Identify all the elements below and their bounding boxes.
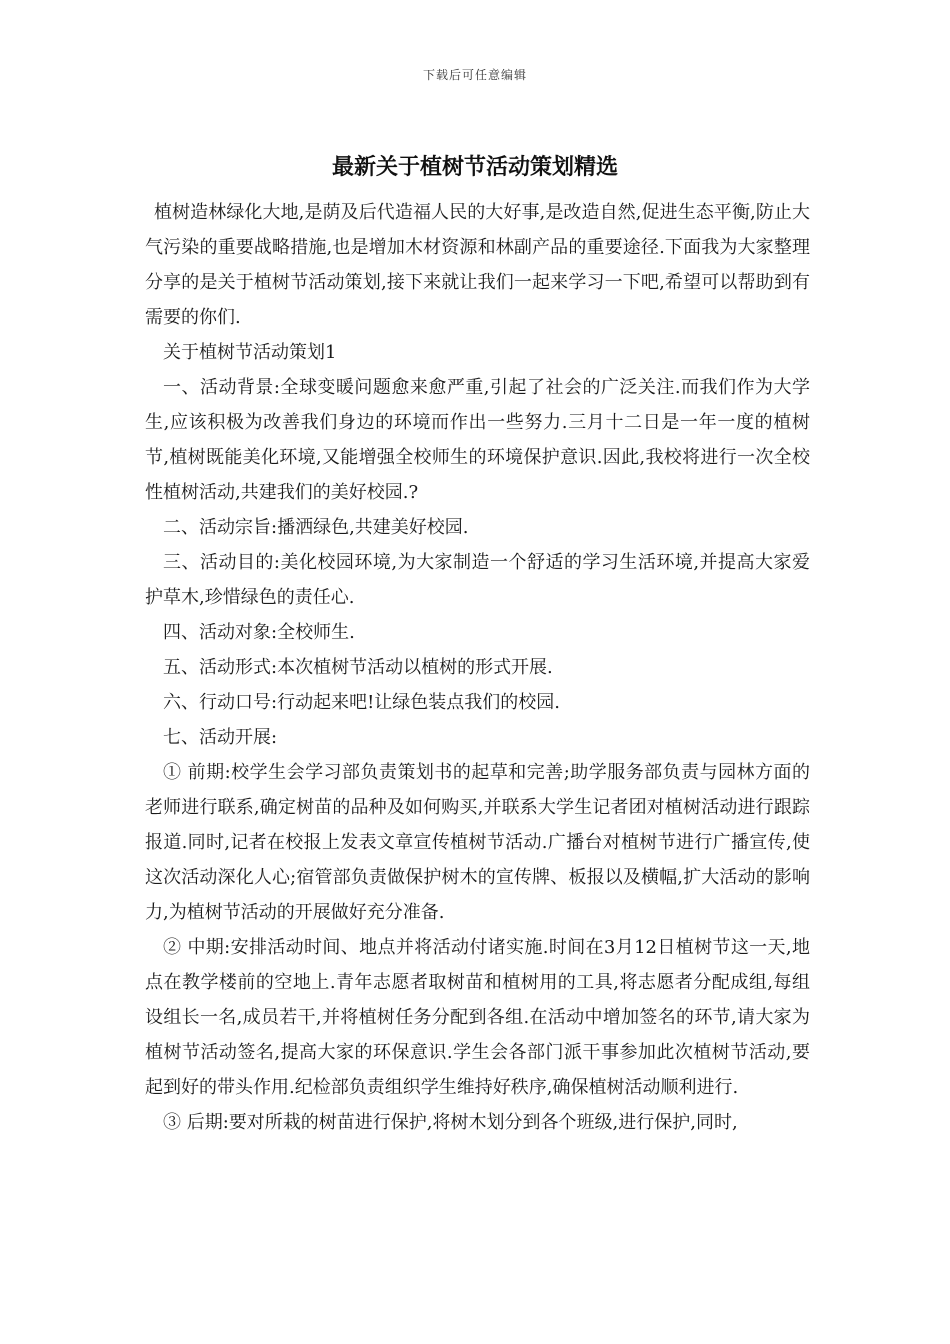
paragraph-phase-early: ① 前期:校学生会学习部负责策划书的起草和完善;助学服务部负责与园林方面的老师进行联系,确定树苗的品种及如何购买,并联系大学生记者团对植树活动进行跟踪报道.同时,记者在校报上发表文章宣传植树节活动.广播台对植树节进行广播宣传,使这次活动深化人心;宿管部负责做保护树木的宣传牌、板报以及横幅,扩大活动的影响力,为植树节活动的开展做好充分准备. <box>145 762 810 923</box>
paragraph-purpose: 二、活动宗旨:播洒绿色,共建美好校园. <box>163 517 469 538</box>
paragraph-execution: 七、活动开展: <box>163 727 278 748</box>
document-body <box>145 195 810 1140</box>
header-note: 下载后可任意编辑 <box>422 68 527 82</box>
paragraph-background: 一、活动背景:全球变暖问题愈来愈严重,引起了社会的广泛关注.而我们作为大学生,应该积极为改善我们身边的环境而作出一些努力.三月十二日是一年一度的植树节,植树既能美化环境,又能增强全校师生的环境保护意识.因此,我校将进行一次全校性植树活动,共建我们的美好校园.? <box>145 377 810 503</box>
paragraph-slogan: 六、行动口号:行动起来吧!让绿色装点我们的校园. <box>163 692 561 713</box>
paragraph-phase-middle: ② 中期:安排活动时间、地点并将活动付诸实施.时间在3月12日植树节这一天,地点在教学楼前的空地上.青年志愿者取树苗和植树用的工具,将志愿者分配成组,每组设组长一名,成员若干,并将植树任务分配到各组.在活动中增加签名的环节,请大家为植树节活动签名,提高大家的环保意识.学生会各部门派干事参加此次植树节活动,要起到好的带头作用.纪检部负责组织学生维持好秩序,确保植树活动顺利进行. <box>145 937 810 1098</box>
paragraph-goal: 三、活动目的:美化校园环境,为大家制造一个舒适的学习生活环境,并提高大家爱护草木,珍惜绿色的责任心. <box>145 552 810 608</box>
document-title: 最新关于植树节活动策划精选 <box>331 155 618 180</box>
paragraph-audience: 四、活动对象:全校师生. <box>163 622 355 643</box>
intro-paragraph: 植树造林绿化大地,是荫及后代造福人民的大好事,是改造自然,促进生态平衡,防止大气污染的重要战略措施,也是增加木材资源和林副产品的重要途径.下面我为大家整理分享的是关于植树节活动策划,接下来就让我们一起来学习一下吧,希望可以帮助到有需要的你们. <box>145 202 810 328</box>
section-heading: 关于植树节活动策划1 <box>163 342 337 363</box>
paragraph-phase-late: ③ 后期:要对所栽的树苗进行保护,将树木划分到各个班级,进行保护,同时, <box>163 1112 738 1133</box>
paragraph-format: 五、活动形式:本次植树节活动以植树的形式开展. <box>163 657 553 678</box>
